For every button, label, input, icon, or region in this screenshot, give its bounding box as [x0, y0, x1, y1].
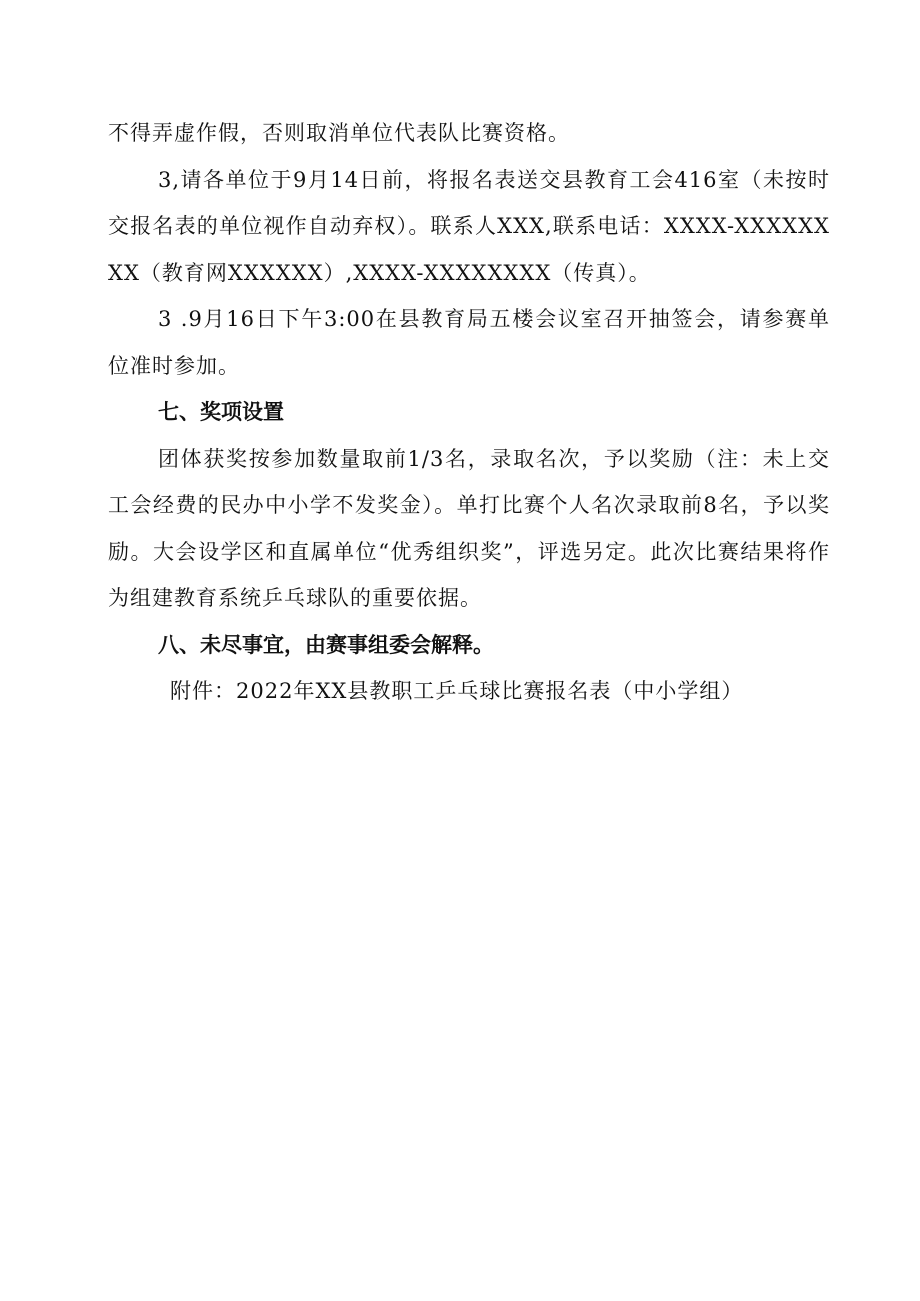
- section-heading-awards: 七、奖项设置: [158, 400, 284, 424]
- paragraph-qualification-note: 不得弄虚作假，否则取消单位代表队比赛资格。: [108, 121, 570, 145]
- document-page: [108, 110, 830, 715]
- paragraph-registration-deadline: 3,请各单位于9月14日前，将报名表送交县教育工会416室（未按时交报名表的单位视作自动弃权）。联系人XXX,联系电话：XXXX-XXXXXXXX（教育网XXXXXX）,XXXX-XXXXXXXX（传真）。: [108, 167, 830, 285]
- paragraph-draw-meeting: 3 .9月16日下午3:00在县教育局五楼会议室召开抽签会，请参赛单位准时参加。: [108, 307, 830, 378]
- paragraph-awards-detail: 团体获奖按参加数量取前1/3名，录取名次，予以奖励（注：未上交工会经费的民办中小学不发奖金）。单打比赛个人名次录取前8名，予以奖励。大会设学区和直属单位“优秀组织奖”，评选另定。此次比赛结果将作为组建教育系统乒乓球队的重要依据。: [108, 446, 830, 610]
- attachment-note: 附件：2022年XX县教职工乒乓球比赛报名表（中小学组）: [170, 679, 744, 703]
- section-heading-other-matters: 八、未尽事宜，由赛事组委会解释。: [158, 632, 494, 657]
